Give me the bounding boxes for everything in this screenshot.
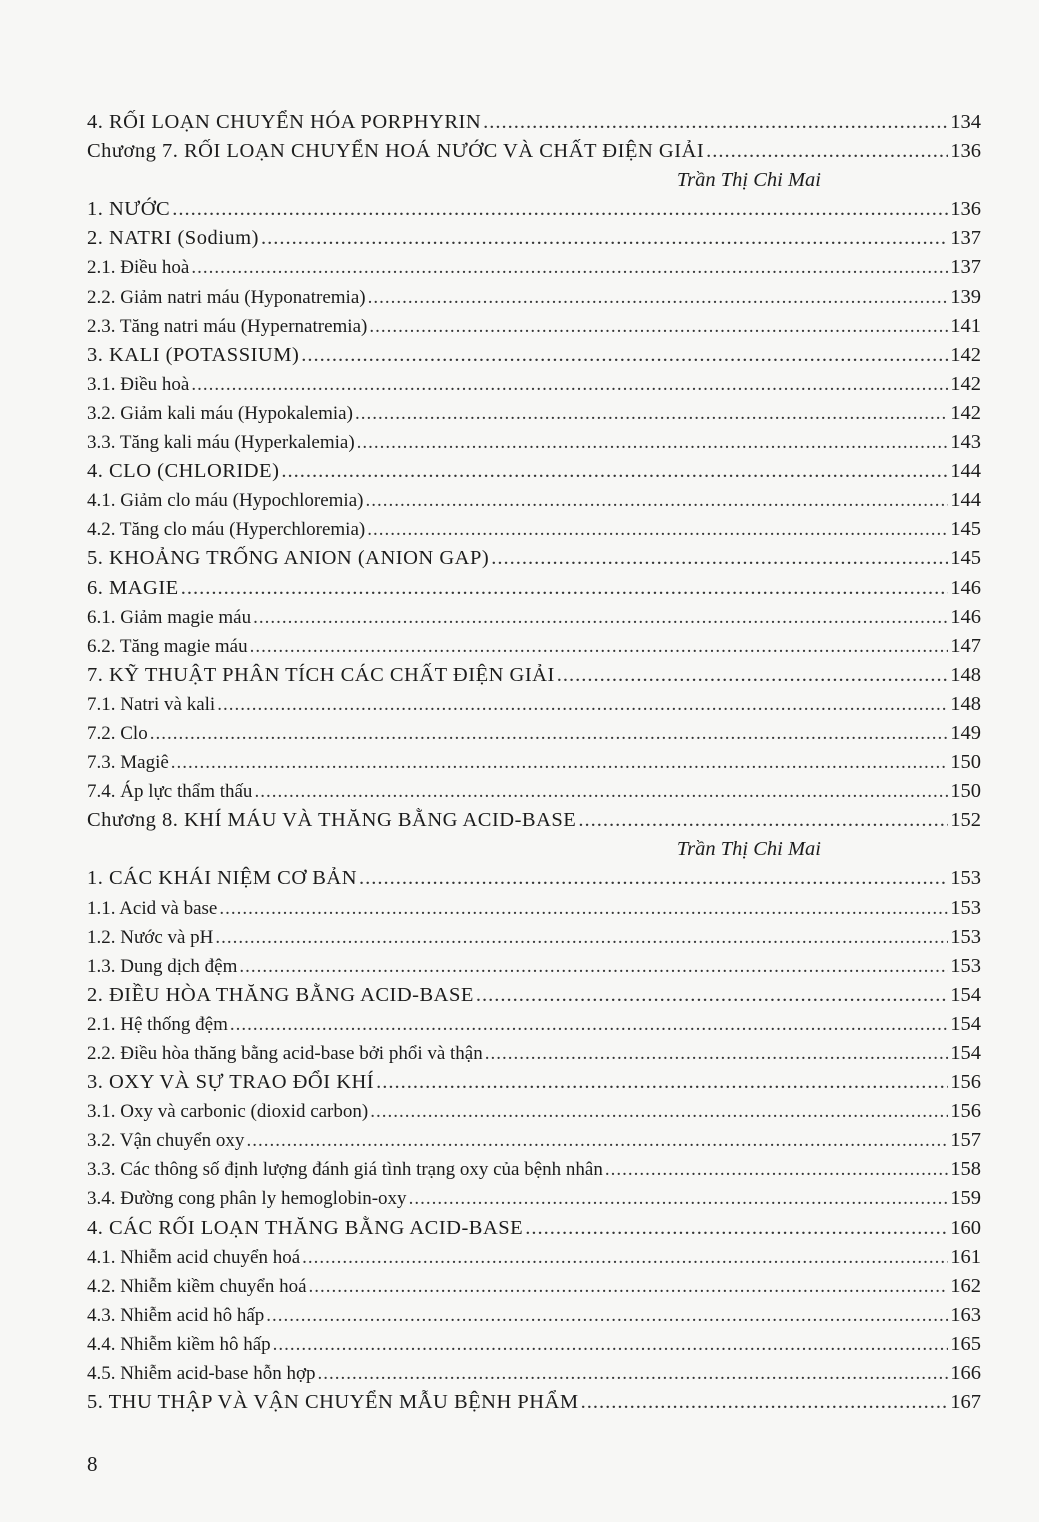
dot-leader (581, 1388, 949, 1417)
chapter-author: Trần Thị Chi Mai (676, 169, 821, 192)
toc-entry-title: 1. CÁC KHÁI NIỆM CƠ BẢN (87, 867, 358, 890)
dot-leader (253, 603, 948, 632)
toc-entry-page: 142 (950, 372, 981, 395)
toc-subsection-entry[interactable] (87, 1330, 981, 1359)
dot-leader (217, 690, 948, 719)
toc-entry-title: 2. NATRI (Sodium) (87, 227, 259, 250)
toc-section-entry[interactable] (87, 457, 981, 486)
toc-entry-title: 7. KỸ THUẬT PHÂN TÍCH CÁC CHẤT ĐIỆN GIẢI (87, 663, 555, 686)
toc-entry-page: 149 (950, 721, 981, 744)
dot-leader (483, 108, 948, 137)
dot-leader (239, 952, 948, 981)
toc-entry-title: 4. RỐI LOẠN CHUYỂN HÓA PORPHYRIN (87, 111, 482, 133)
toc-entry-title: 6.1. Giảm magie máu (87, 606, 252, 628)
toc-entry-page: 162 (950, 1274, 981, 1297)
toc-subsection-entry[interactable] (87, 952, 981, 981)
toc-entry-page: 136 (950, 140, 981, 163)
toc-entry-page: 134 (950, 111, 981, 133)
toc-chapter-entry[interactable] (87, 806, 981, 835)
toc-subsection-entry[interactable] (87, 923, 981, 952)
toc-subsection-entry[interactable] (87, 1155, 981, 1184)
toc-subsection-entry[interactable] (87, 748, 981, 777)
toc-entry-page: 148 (950, 663, 981, 686)
toc-entry-page: 143 (950, 431, 981, 454)
toc-entry-title: 2.3. Tăng natri máu (Hypernatremia) (87, 315, 368, 337)
dot-leader (171, 748, 948, 777)
toc-entry-title: 3.3. Tăng kali máu (Hyperkalemia) (87, 432, 355, 454)
toc-entry-page: 165 (950, 1332, 981, 1355)
dot-leader (254, 777, 948, 806)
toc-entry-title: 7.2. Clo (87, 722, 148, 744)
dot-leader (215, 923, 948, 952)
toc-entry-page: 153 (950, 925, 981, 948)
dot-leader (368, 283, 949, 312)
dot-leader (476, 981, 948, 1010)
dot-leader (266, 1301, 948, 1330)
dot-leader (301, 341, 948, 370)
toc-entry-page: 150 (950, 751, 981, 774)
toc-entry-title: 2. ĐIỀU HÒA THĂNG BẰNG ACID-BASE (87, 983, 474, 1006)
toc-entry-page: 137 (950, 227, 981, 250)
toc-entry-title: 4. CÁC RỐI LOẠN THĂNG BẰNG ACID-BASE (87, 1216, 524, 1239)
toc-entry-page: 154 (950, 983, 981, 1006)
toc-section-entry[interactable] (87, 864, 981, 893)
dot-leader (230, 1010, 948, 1039)
toc-subsection-entry[interactable] (87, 1010, 981, 1039)
toc-entry-title: 3.1. Oxy và carbonic (dioxid carbon) (87, 1101, 369, 1123)
toc-entry-page: 167 (950, 1391, 981, 1414)
dot-leader (246, 1126, 948, 1155)
toc-entry-title: 7.1. Natri và kali (87, 693, 216, 715)
toc-entry-page: 160 (950, 1216, 981, 1239)
toc-section-entry[interactable] (87, 341, 981, 370)
dot-leader (706, 137, 948, 166)
toc-entry-page: 139 (950, 285, 981, 308)
toc-entry-title: 4.5. Nhiễm acid-base hỗn hợp (87, 1363, 316, 1385)
dot-leader (557, 661, 948, 690)
dot-leader (367, 515, 948, 544)
toc-subsection-entry[interactable] (87, 253, 981, 282)
dot-leader (150, 719, 949, 748)
toc-entry-page: 144 (950, 489, 981, 512)
toc-entry-page: 142 (950, 401, 981, 424)
dot-leader (355, 399, 948, 428)
dot-leader (357, 428, 949, 457)
dot-leader (273, 1330, 949, 1359)
toc-entry-title: 2.1. Điều hoà (87, 257, 190, 279)
toc-entry-page: 142 (950, 343, 981, 366)
toc-section-entry[interactable] (87, 224, 981, 253)
toc-entry-page: 152 (950, 809, 981, 832)
dot-leader (302, 1243, 948, 1272)
toc-entry-page: 146 (950, 605, 981, 628)
toc-entry-title: 4. CLO (CHLORIDE) (87, 460, 280, 483)
toc-subsection-entry[interactable] (87, 1126, 981, 1155)
toc-entry-title: 1.3. Dung dịch đệm (87, 955, 238, 977)
toc-entry-page: 154 (950, 1042, 981, 1064)
toc-subsection-entry[interactable] (87, 1272, 981, 1301)
toc-section-entry[interactable] (87, 574, 981, 603)
toc-subsection-entry[interactable] (87, 1039, 981, 1068)
toc-subsection-entry[interactable] (87, 894, 981, 923)
toc-subsection-entry[interactable] (87, 515, 981, 544)
toc-entry-title: 1.1. Acid và base (87, 897, 218, 919)
dot-leader (369, 312, 948, 341)
dot-leader (491, 544, 948, 573)
toc-entry-page: 159 (950, 1187, 981, 1210)
toc-subsection-entry[interactable] (87, 283, 981, 312)
toc-section-entry[interactable] (87, 108, 981, 137)
toc-entry-page: 163 (950, 1303, 981, 1326)
toc-subsection-entry[interactable] (87, 312, 981, 341)
toc-entry-page: 153 (950, 867, 981, 890)
toc-subsection-entry[interactable] (87, 632, 981, 661)
toc-section-entry[interactable] (87, 195, 981, 224)
chapter-author: Trần Thị Chi Mai (676, 838, 821, 861)
toc-subsection-entry[interactable] (87, 1184, 981, 1213)
toc-entry-page: 157 (950, 1129, 981, 1152)
toc-section-entry[interactable] (87, 1068, 981, 1097)
toc-subsection-entry[interactable] (87, 1359, 981, 1388)
toc-subsection-entry[interactable] (87, 719, 981, 748)
toc-entry-title: 6.2. Tăng magie máu (87, 635, 248, 657)
toc-entry-page: 148 (950, 692, 981, 715)
toc-entry-page: 158 (950, 1158, 981, 1181)
toc-entry-page: 145 (950, 518, 981, 541)
toc-subsection-entry[interactable] (87, 428, 981, 457)
toc-entry-title: 4.2. Nhiễm kiềm chuyển hoá (87, 1275, 307, 1297)
toc-chapter-entry[interactable] (87, 137, 981, 166)
dot-leader (365, 486, 948, 515)
toc-entry-title: 5. THU THẬP VÀ VẬN CHUYỂN MẪU BỆNH PHẨM (87, 1391, 579, 1414)
toc-entry-page: 156 (950, 1071, 981, 1094)
toc-section-entry[interactable] (87, 1214, 981, 1243)
toc-section-entry[interactable] (87, 661, 981, 690)
toc-subsection-entry[interactable] (87, 1301, 981, 1330)
toc-entry-page: 147 (950, 634, 981, 657)
toc-entry-page: 161 (950, 1245, 981, 1268)
toc-entry-title: 7.3. Magiê (87, 752, 169, 774)
toc-entry-title: 3. KALI (POTASSIUM) (87, 343, 300, 366)
toc-subsection-entry[interactable] (87, 777, 981, 806)
dot-leader (191, 370, 948, 399)
toc-entry-page: 144 (950, 460, 981, 483)
toc-entry-page: 137 (950, 256, 981, 279)
toc-entry-page: 145 (950, 547, 981, 570)
dot-leader (281, 457, 948, 486)
toc-entry-title: Chương 7. RỐI LOẠN CHUYỂN HOÁ NƯỚC VÀ CHẤT ĐIỆN GIẢI (87, 140, 705, 163)
toc-entry-title: 5. KHOẢNG TRỐNG ANION (ANION GAP) (87, 547, 490, 570)
toc-subsection-entry[interactable] (87, 690, 981, 719)
toc-subsection-entry[interactable] (87, 603, 981, 632)
toc-entry-title: 3. OXY VÀ SỰ TRAO ĐỔI KHÍ (87, 1071, 375, 1094)
dot-leader (359, 864, 948, 893)
dot-leader (605, 1155, 948, 1184)
page-number: 8 (87, 1452, 98, 1476)
toc-subsection-entry[interactable] (87, 486, 981, 515)
toc-entry-page: 150 (950, 780, 981, 803)
dot-leader (309, 1272, 949, 1301)
toc-entry-title: 2.2. Giảm natri máu (Hyponatremia) (87, 286, 366, 308)
toc-entry-title: 3.2. Vận chuyển oxy (87, 1130, 245, 1152)
toc-subsection-entry[interactable] (87, 370, 981, 399)
toc-entry-title: 7.4. Áp lực thẩm thấu (87, 781, 253, 803)
toc-subsection-entry[interactable] (87, 1097, 981, 1126)
dot-leader (261, 224, 948, 253)
toc-entry-page: 156 (950, 1100, 981, 1123)
toc-entry-page: 166 (950, 1362, 981, 1385)
dot-leader (318, 1359, 949, 1388)
toc-section-entry[interactable] (87, 544, 981, 573)
toc-entry-title: 6. MAGIE (87, 576, 179, 599)
dot-leader (172, 195, 948, 224)
toc-subsection-entry[interactable] (87, 1243, 981, 1272)
toc-entry-title: 3.2. Giảm kali máu (Hypokalemia) (87, 402, 353, 424)
toc-entry-title: 3.3. Các thông số định lượng đánh giá tình trạng oxy của bệnh nhân (87, 1159, 603, 1181)
dot-leader (525, 1214, 948, 1243)
toc-entry-page: 146 (950, 576, 981, 599)
dot-leader (250, 632, 949, 661)
toc-entry-title: 1.2. Nước và pH (87, 926, 214, 948)
dot-leader (578, 806, 948, 835)
dot-leader (376, 1068, 948, 1097)
toc-entry-page: 153 (950, 954, 981, 977)
dot-leader (370, 1097, 948, 1126)
toc-entry-title: Chương 8. KHÍ MÁU VÀ THĂNG BẰNG ACID-BASE (87, 809, 577, 832)
toc-entry-title: 2.1. Hệ thống đệm (87, 1013, 228, 1035)
dot-leader (191, 253, 948, 282)
dot-leader (181, 574, 949, 603)
toc-section-entry[interactable] (87, 1388, 981, 1417)
table-of-contents (87, 108, 981, 1417)
toc-entry-title: 3.1. Điều hoà (87, 373, 190, 395)
toc-entry-page: 153 (950, 896, 981, 919)
toc-entry-title: 2.2. Điều hòa thăng bằng acid-base bởi phổi và thận (87, 1043, 483, 1064)
toc-entry-title: 1. NƯỚC (87, 198, 171, 221)
toc-entry-page: 154 (950, 1012, 981, 1035)
toc-entry-title: 4.4. Nhiễm kiềm hô hấp (87, 1333, 271, 1355)
toc-subsection-entry[interactable] (87, 399, 981, 428)
toc-entry-title: 4.1. Nhiễm acid chuyển hoá (87, 1246, 301, 1268)
toc-entry-title: 4.2. Tăng clo máu (Hyperchloremia) (87, 519, 366, 541)
toc-entry-title: 3.4. Đường cong phân ly hemoglobin-oxy (87, 1188, 407, 1210)
dot-leader (219, 894, 948, 923)
toc-section-entry[interactable] (87, 981, 981, 1010)
toc-entry-title: 4.3. Nhiễm acid hô hấp (87, 1304, 265, 1326)
dot-leader (409, 1184, 949, 1213)
toc-entry-page: 141 (950, 314, 981, 337)
toc-entry-page: 136 (950, 198, 981, 221)
toc-entry-title: 4.1. Giảm clo máu (Hypochloremia) (87, 490, 364, 512)
dot-leader (485, 1039, 949, 1068)
